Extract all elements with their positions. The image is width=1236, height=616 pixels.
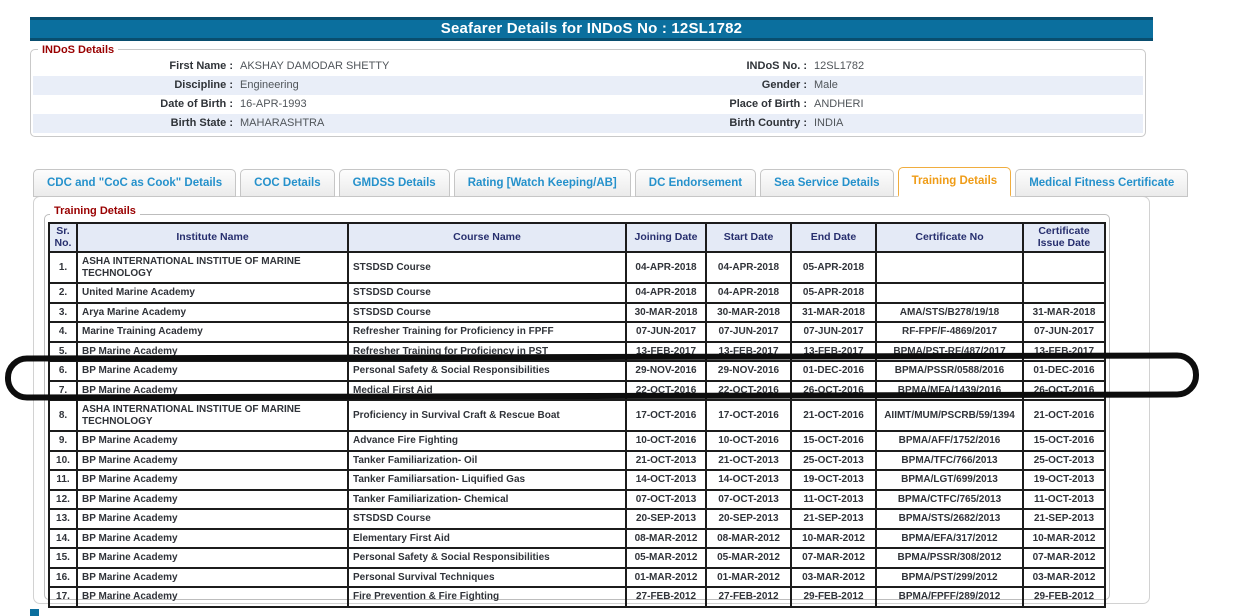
field-label: Date of Birth : (160, 98, 233, 110)
cell-start-date: 01-MAR-2012 (706, 568, 791, 588)
field-value: 12SL1782 (814, 60, 865, 72)
cell-certificate-no: BPMA/EFA/317/2012 (876, 529, 1023, 549)
tab-item-7[interactable]: Medical Fitness Certificate (1015, 169, 1188, 197)
cell-certificate-issue-date: 19-OCT-2013 (1023, 470, 1105, 490)
cell-certificate-no: AIIMT/MUM/PSCRB/59/1394 (876, 400, 1023, 431)
cell-institute-name: BP Marine Academy (77, 431, 348, 451)
field-value: INDIA (814, 117, 844, 129)
table-row-10 (49, 470, 1105, 490)
col-header-end-date: End Date (791, 223, 876, 252)
table-header-row (49, 223, 1105, 252)
cell-end-date: 15-OCT-2016 (791, 431, 876, 451)
cell-course-name: STSDSD Course (348, 509, 626, 529)
cell-course-name: Personal Safety & Social Responsibilities (348, 361, 626, 381)
table-row-7 (49, 400, 1105, 431)
cell-joining-date: 08-MAR-2012 (626, 529, 706, 549)
cell-joining-date: 13-FEB-2017 (626, 342, 706, 362)
cell-course-name: Medical First Aid (348, 381, 626, 401)
cell-certificate-no: BPMA/MFA/1439/2016 (876, 381, 1023, 401)
cell-start-date: 04-APR-2018 (706, 252, 791, 283)
training-table (48, 222, 1106, 608)
cell-certificate-no: BPMA/LGT/699/2013 (876, 470, 1023, 490)
cell-joining-date: 04-APR-2018 (626, 283, 706, 303)
cell-joining-date: 07-JUN-2017 (626, 322, 706, 342)
cell-sr-no: 2. (49, 283, 77, 303)
field-value: AKSHAY DAMODAR SHETTY (240, 60, 390, 72)
cell-sr-no: 6. (49, 361, 77, 381)
cell-joining-date: 14-OCT-2013 (626, 470, 706, 490)
tab-item-3[interactable]: Rating [Watch Keeping/AB] (454, 169, 631, 197)
cell-sr-no: 11. (49, 470, 77, 490)
tab-item-4[interactable]: DC Endorsement (635, 169, 756, 197)
table-row-16 (49, 587, 1105, 607)
cell-start-date: 20-SEP-2013 (706, 509, 791, 529)
field-label: Birth State : (170, 117, 233, 129)
cell-end-date: 26-OCT-2016 (791, 381, 876, 401)
cell-joining-date: 20-SEP-2013 (626, 509, 706, 529)
table-row-6 (49, 381, 1105, 401)
cell-end-date: 10-MAR-2012 (791, 529, 876, 549)
table-row-4 (49, 342, 1105, 362)
col-header-certificate-issue-date: Certificate Issue Date (1023, 223, 1105, 252)
cell-certificate-no: AMA/STS/B278/19/18 (876, 303, 1023, 323)
cell-course-name: Personal Survival Techniques (348, 568, 626, 588)
cell-certificate-issue-date: 07-JUN-2017 (1023, 322, 1105, 342)
training-details-legend: Training Details (50, 205, 140, 217)
field-value: Male (814, 79, 838, 91)
cell-end-date: 05-APR-2018 (791, 252, 876, 283)
cell-certificate-issue-date: 11-OCT-2013 (1023, 490, 1105, 510)
cell-certificate-issue-date: 10-MAR-2012 (1023, 529, 1105, 549)
cell-sr-no: 13. (49, 509, 77, 529)
cell-start-date: 14-OCT-2013 (706, 470, 791, 490)
cell-start-date: 27-FEB-2012 (706, 587, 791, 607)
cell-sr-no: 16. (49, 568, 77, 588)
table-row-14 (49, 548, 1105, 568)
cell-sr-no: 14. (49, 529, 77, 549)
cell-institute-name: BP Marine Academy (77, 568, 348, 588)
cell-institute-name: ASHA INTERNATIONAL INSTITUE OF MARINE TECHNOLOGY (77, 252, 348, 283)
cell-start-date: 22-OCT-2016 (706, 381, 791, 401)
cell-joining-date: 01-MAR-2012 (626, 568, 706, 588)
footer-fragment (30, 609, 39, 616)
cell-certificate-issue-date: 15-OCT-2016 (1023, 431, 1105, 451)
cell-sr-no: 3. (49, 303, 77, 323)
table-row-11 (49, 490, 1105, 510)
field-label: INDoS No. : (746, 60, 807, 72)
cell-certificate-issue-date: 25-OCT-2013 (1023, 451, 1105, 471)
cell-sr-no: 8. (49, 400, 77, 431)
cell-course-name: Refresher Training for Proficiency in PST (348, 342, 626, 362)
cell-certificate-issue-date: 21-SEP-2013 (1023, 509, 1105, 529)
indos-details-fieldset (30, 49, 1146, 137)
cell-certificate-issue-date (1023, 252, 1105, 283)
cell-certificate-no (876, 283, 1023, 303)
page-title: Seafarer Details for INDoS No : 12SL1782 (30, 17, 1153, 41)
field-value: Engineering (240, 79, 299, 91)
cell-joining-date: 05-MAR-2012 (626, 548, 706, 568)
cell-joining-date: 27-FEB-2012 (626, 587, 706, 607)
cell-certificate-no: BPMA/PSSR/0588/2016 (876, 361, 1023, 381)
cell-institute-name: BP Marine Academy (77, 470, 348, 490)
cell-course-name: Proficiency in Survival Craft & Rescue Boat (348, 400, 626, 431)
cell-sr-no: 5. (49, 342, 77, 362)
cell-start-date: 07-OCT-2013 (706, 490, 791, 510)
cell-end-date: 21-SEP-2013 (791, 509, 876, 529)
cell-start-date: 13-FEB-2017 (706, 342, 791, 362)
field-label: First Name : (169, 60, 233, 72)
cell-end-date: 05-APR-2018 (791, 283, 876, 303)
cell-certificate-no: BPMA/PST/299/2012 (876, 568, 1023, 588)
cell-joining-date: 04-APR-2018 (626, 252, 706, 283)
table-row-1 (49, 283, 1105, 303)
cell-end-date: 29-FEB-2012 (791, 587, 876, 607)
cell-start-date: 05-MAR-2012 (706, 548, 791, 568)
cell-course-name: Personal Safety & Social Responsibilities (348, 548, 626, 568)
indos-details-legend: INDoS Details (38, 44, 118, 56)
col-header-certificate-no: Certificate No (876, 223, 1023, 252)
cell-institute-name: BP Marine Academy (77, 529, 348, 549)
table-row-8 (49, 431, 1105, 451)
cell-certificate-issue-date: 31-MAR-2018 (1023, 303, 1105, 323)
tab-item-2[interactable]: GMDSS Details (339, 169, 450, 197)
cell-course-name: Tanker Familiarization- Chemical (348, 490, 626, 510)
cell-institute-name: BP Marine Academy (77, 509, 348, 529)
cell-start-date: 07-JUN-2017 (706, 322, 791, 342)
cell-joining-date: 29-NOV-2016 (626, 361, 706, 381)
cell-institute-name: BP Marine Academy (77, 451, 348, 471)
field-label: Place of Birth : (729, 98, 807, 110)
cell-start-date: 17-OCT-2016 (706, 400, 791, 431)
cell-institute-name: BP Marine Academy (77, 381, 348, 401)
field-label: Birth Country : (729, 117, 807, 129)
cell-sr-no: 17. (49, 587, 77, 607)
cell-certificate-no: BPMA/FPFF/289/2012 (876, 587, 1023, 607)
field-value: MAHARASHTRA (240, 117, 325, 129)
table-row-5 (49, 361, 1105, 381)
tab-item-1[interactable]: COC Details (240, 169, 334, 197)
cell-sr-no: 12. (49, 490, 77, 510)
field-value: 16-APR-1993 (240, 98, 307, 110)
cell-course-name: STSDSD Course (348, 252, 626, 283)
cell-start-date: 29-NOV-2016 (706, 361, 791, 381)
cell-joining-date: 22-OCT-2016 (626, 381, 706, 401)
cell-certificate-issue-date: 13-FEB-2017 (1023, 342, 1105, 362)
cell-start-date: 04-APR-2018 (706, 283, 791, 303)
cell-start-date: 21-OCT-2013 (706, 451, 791, 471)
cell-certificate-no: BPMA/STS/2682/2013 (876, 509, 1023, 529)
indos-row (33, 57, 1143, 76)
field-label: Discipline : (174, 79, 233, 91)
cell-end-date: 19-OCT-2013 (791, 470, 876, 490)
cell-joining-date: 30-MAR-2018 (626, 303, 706, 323)
cell-certificate-no: BPMA/TFC/766/2013 (876, 451, 1023, 471)
cell-end-date: 01-DEC-2016 (791, 361, 876, 381)
cell-course-name: STSDSD Course (348, 283, 626, 303)
cell-institute-name: BP Marine Academy (77, 342, 348, 362)
tab-bar (33, 168, 1188, 197)
col-header-sr-no: Sr. No. (49, 223, 77, 252)
cell-certificate-issue-date: 01-DEC-2016 (1023, 361, 1105, 381)
tab-item-0[interactable]: CDC and "CoC as Cook" Details (33, 169, 236, 197)
cell-certificate-no: BPMA/PST-RF/487/2017 (876, 342, 1023, 362)
cell-joining-date: 10-OCT-2016 (626, 431, 706, 451)
col-header-joining-date: Joining Date (626, 223, 706, 252)
cell-institute-name: Arya Marine Academy (77, 303, 348, 323)
tab-item-5[interactable]: Sea Service Details (760, 169, 894, 197)
cell-certificate-no: BPMA/AFF/1752/2016 (876, 431, 1023, 451)
cell-certificate-issue-date: 21-OCT-2016 (1023, 400, 1105, 431)
cell-sr-no: 9. (49, 431, 77, 451)
cell-certificate-no: RF-FPF/F-4869/2017 (876, 322, 1023, 342)
cell-certificate-no (876, 252, 1023, 283)
cell-institute-name: BP Marine Academy (77, 548, 348, 568)
table-row-13 (49, 529, 1105, 549)
cell-joining-date: 07-OCT-2013 (626, 490, 706, 510)
cell-course-name: Tanker Familiarsation- Liquified Gas (348, 470, 626, 490)
cell-start-date: 08-MAR-2012 (706, 529, 791, 549)
indos-row (33, 114, 1143, 133)
cell-start-date: 30-MAR-2018 (706, 303, 791, 323)
cell-course-name: Refresher Training for Proficiency in FPFF (348, 322, 626, 342)
col-header-start-date: Start Date (706, 223, 791, 252)
table-row-3 (49, 322, 1105, 342)
table-row-12 (49, 509, 1105, 529)
cell-start-date: 10-OCT-2016 (706, 431, 791, 451)
indos-row (33, 95, 1143, 114)
cell-sr-no: 4. (49, 322, 77, 342)
table-row-9 (49, 451, 1105, 471)
cell-end-date: 31-MAR-2018 (791, 303, 876, 323)
cell-institute-name: BP Marine Academy (77, 490, 348, 510)
cell-end-date: 25-OCT-2013 (791, 451, 876, 471)
cell-end-date: 07-MAR-2012 (791, 548, 876, 568)
cell-end-date: 13-FEB-2017 (791, 342, 876, 362)
tab-item-6[interactable]: Training Details (898, 167, 1012, 197)
cell-course-name: Fire Prevention & Fire Fighting (348, 587, 626, 607)
cell-certificate-issue-date: 03-MAR-2012 (1023, 568, 1105, 588)
cell-institute-name: ASHA INTERNATIONAL INSTITUE OF MARINE TECHNOLOGY (77, 400, 348, 431)
cell-sr-no: 10. (49, 451, 77, 471)
cell-certificate-issue-date: 29-FEB-2012 (1023, 587, 1105, 607)
field-label: Gender : (761, 79, 807, 91)
cell-sr-no: 15. (49, 548, 77, 568)
col-header-course-name: Course Name (348, 223, 626, 252)
cell-sr-no: 1. (49, 252, 77, 283)
col-header-institute-name: Institute Name (77, 223, 348, 252)
cell-certificate-issue-date (1023, 283, 1105, 303)
table-row-2 (49, 303, 1105, 323)
cell-course-name: Elementary First Aid (348, 529, 626, 549)
cell-certificate-issue-date: 26-OCT-2016 (1023, 381, 1105, 401)
cell-course-name: STSDSD Course (348, 303, 626, 323)
cell-institute-name: BP Marine Academy (77, 361, 348, 381)
cell-end-date: 03-MAR-2012 (791, 568, 876, 588)
cell-joining-date: 21-OCT-2013 (626, 451, 706, 471)
cell-institute-name: Marine Training Academy (77, 322, 348, 342)
table-row-0 (49, 252, 1105, 283)
cell-course-name: Tanker Familiarization- Oil (348, 451, 626, 471)
table-row-15 (49, 568, 1105, 588)
cell-end-date: 11-OCT-2013 (791, 490, 876, 510)
indos-row (33, 76, 1143, 95)
cell-joining-date: 17-OCT-2016 (626, 400, 706, 431)
cell-institute-name: United Marine Academy (77, 283, 348, 303)
cell-sr-no: 7. (49, 381, 77, 401)
cell-end-date: 07-JUN-2017 (791, 322, 876, 342)
cell-certificate-no: BPMA/PSSR/308/2012 (876, 548, 1023, 568)
cell-certificate-no: BPMA/CTFC/765/2013 (876, 490, 1023, 510)
field-value: ANDHERI (814, 98, 864, 110)
cell-end-date: 21-OCT-2016 (791, 400, 876, 431)
cell-institute-name: BP Marine Academy (77, 587, 348, 607)
cell-course-name: Advance Fire Fighting (348, 431, 626, 451)
cell-certificate-issue-date: 07-MAR-2012 (1023, 548, 1105, 568)
